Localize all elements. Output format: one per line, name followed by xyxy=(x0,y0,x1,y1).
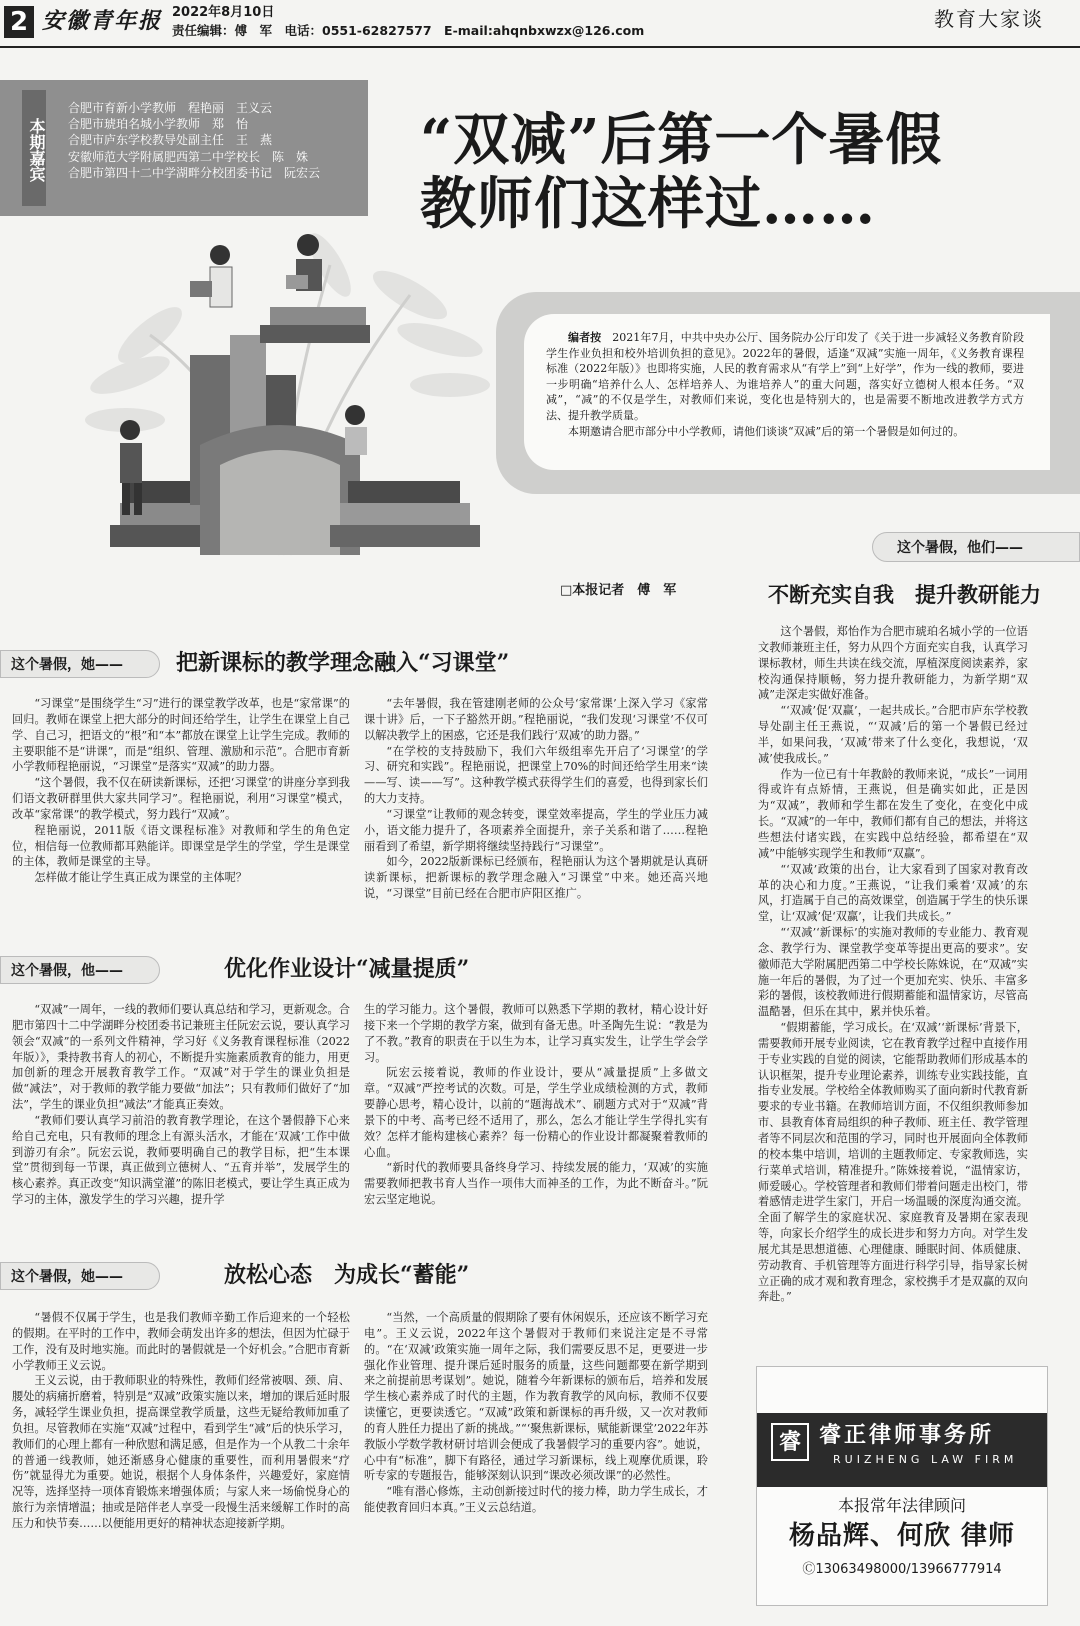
section-2-col-1 xyxy=(12,1002,350,1208)
guests-list xyxy=(68,100,320,181)
section-3-col-1 xyxy=(12,1310,350,1532)
law-firm-name-en: RUIZHENG LAW FIRM xyxy=(833,1453,1018,1466)
body-paragraph: “‘双减’促‘双赢’，一起共成长。”合肥市庐东学校教导处副主任王燕说，“‘双减’后的第一个暑假已经过半，如果问我，‘双减’带来了什么变化，我想说，‘双减’使我成长。” xyxy=(758,704,1028,765)
right-section-title: 不断充实自我 提升教研能力 xyxy=(768,582,1041,607)
body-paragraph: 如今，2022版新课标已经颁布，程艳丽认为这个暑期就是认真研读新课标，把新课标的教学理念融入“习课堂”中来。她还高兴地说，“习课堂”目前已经在合肥市庐阳区推广。 xyxy=(364,855,708,901)
ad-phone: Ⓒ13063498000/13966777914 xyxy=(802,1562,1002,1577)
section-1-title: 把新课标的教学理念融入“习课堂” xyxy=(176,650,510,676)
body-paragraph: “去年暑假，我在管建刚老师的公众号‘家常课’上深入学习《家常课十讲》后，一下子豁然开朗。”程艳丽说，“我们发现‘习课堂’不仅可以解决教学上的困惑，它还是我们践行‘双减’的助力器。” xyxy=(364,697,708,742)
right-section-label: 这个暑假，他们—— xyxy=(872,532,1080,562)
guest-item: 安徽师范大学附属肥西第二中学校长 陈 姝 xyxy=(68,149,309,164)
section-1-col-1 xyxy=(12,696,350,886)
guests-tag: 本期嘉宾 xyxy=(22,90,46,206)
headline-line-2: 教师们这样过…… xyxy=(420,171,876,237)
body-paragraph: “当然，一个高质量的假期除了要有休闲娱乐，还应该不断学习充电”。王义云说，2022年这个暑假对于教师们来说注定是不寻常的。“在‘双减’政策实施一周年之际，我们需要反思不足，更要进一步强化作业管理、提升课后延时服务的质量，这些问题都要在新学期到来之前提前思考谋划”。她说，随着今年新课标的颁布后，培养和发展学生核心素养成了时代的主题，作为教育教学的风向标，教师不仅要读懂它，更要读透它。“双减”政策和新课标的再升级，又一次对教师的育人胜任力提出了新的挑战。”“‘聚焦新课标，赋能新课堂’2022年苏教版小学数学教材研讨培训会便成了我暑假学习的重要内容”。她说，心中有“标准”，脚下有路径，通过学习新课标，线上观摩优质课，聆听专家的专题报告，能够深刻认识到“课改必须改课”的必然性。 xyxy=(364,1311,708,1483)
right-section-body xyxy=(758,624,1028,1305)
guest-item: 合肥市庐东学校教导处副主任 王 燕 xyxy=(68,133,273,148)
body-paragraph: 阮宏云接着说，教师的作业设计，要从“减量提质”上多做文章。“双减”严控考试的次数。可是，学生学业成绩检测的方式，教师要静心思考，精心设计，以前的“题海战术”、刷题方式对于“双减”背景下的中考、高考已经不适用了，那么，怎么才能让学生学得扎实有效？怎样才能构建核心素养？每一份精心的作业设计都凝聚着教师的心血。 xyxy=(364,1066,708,1159)
section-1-label: 这个暑假，她—— xyxy=(0,650,160,678)
body-paragraph: 怎样做才能让学生真正成为课堂的主体呢？ xyxy=(34,871,247,885)
body-paragraph: 作为一位已有十年教龄的教师来说，“成长”一词用得或许有点矫情，王燕说，但是确实如此，正是因为“双减”，教师和学生都在发生了变化，在变化中成长。“双减”的一年中，教师们都有自己的想法，并将这些想法付诸实践，在实践中总结经验，都希望在“双减”中能够实现学生和教师“双赢”。 xyxy=(758,767,1028,860)
headline-line-1: “双减”后第一个暑假 xyxy=(420,107,943,173)
guest-item: 合肥市第四十二中学湖畔分校团委书记 阮宏云 xyxy=(68,165,321,180)
header-rule xyxy=(0,46,1080,48)
body-paragraph: “‘双减’‘新课标’的实施对教师的专业能力、教育观念、教学行为、课堂教学变革等提出更高的要求”。安徽师范大学附属肥西第二中学校长陈姝说，在“双减”实施一年后的暑假，为了过一个更加充实、快乐、丰富多彩的暑假，该校教师进行假期蓄能和温情家访，尽管高温酷暑，但乐在其中，累并快乐着。 xyxy=(758,926,1028,1019)
body-paragraph: “习课堂”是围绕学生“习”进行的课堂教学改革，也是“家常课”的回归。教师在课堂上把大部分的时间还给学生，让学生在课堂上自己学、自己习，把语文的“根”和“本”都放在课堂上让学生完成。教师的主要职能不是“讲课”，而是“组织、管理、激励和示范”。合肥市育新小学教师程艳丽说，“习课堂”是落实“双减”的助力器。 xyxy=(12,697,350,774)
body-paragraph: “暑假不仅属于学生，也是我们教师辛勤工作后迎来的一个轻松的假期。在平时的工作中，教师会萌发出许多的想法，但因为忙碌于工作，没有及时地实施。而此时的暑假就是一个好机会。”合肥市育新小学教师王义云说。 xyxy=(12,1311,350,1372)
body-paragraph: “假期蓄能，学习成长。在‘双减’‘新课标’背景下，需要教师开展专业阅读，它在教育教学过程中直接作用于专业实践的自觉的阅读，它能帮助教师们形成基本的认识框架，提升专业理论素养，训练专业实践技能，直指专业发展。学校给全体教师购买了面向新时代教育新要求的专业书籍。在教师培训方面，不仅组织教师参加市、县教育体育局组织的种子教师、班主任、教学管理者等不同层次和范围的学习，同时也开展面向全体教师的校本集中培训，培训的主题教师定、专家教师选，实行菜单式培训，精准提升。”陈姝接着说，“温情家访，师爱暖心。学校管理者和教师们带着问题走出校门，带着感情走进学生家门，开启一场温暖的深度沟通交流。全面了解学生的家庭状况、家庭教育及暑期在家表现等，向家长介绍学生的成长进步和努力方向。对学生发展尤其是思想道德、心理健康、睡眠时间、体质健康、劳动教育、手机管理等方面进行科学引导，指导家长树立正确的成才观和教育理念，家校携手才是双赢的双向奔赴。” xyxy=(758,1021,1028,1304)
ad-subtitle: 本报常年法律顾问 xyxy=(837,1496,966,1515)
body-paragraph: “在学校的支持鼓励下，我们六年级组率先开启了‘习课堂’的学习、研究和实践”。程艳丽说，把课堂上70%的时间还给学生用来“读——写、读——写”。这种教学模式获得学生们的喜爱，也得到家长们的大力支持。 xyxy=(364,744,708,806)
body-paragraph: 程艳丽说，2011版《语文课程标准》对教师和学生的角色定位，相信每一位教师都耳熟能详。即课堂是学生的学堂，学生是课堂的主体，教师是课堂的主导。 xyxy=(12,823,350,869)
law-firm-ad xyxy=(756,1366,1048,1606)
body-paragraph: “这个暑假，我不仅在研读新课标，还把‘习课堂’的讲座分享到我们语文教研群里供大家共同学习”。程艳丽说，利用“习课堂”模式，改革“家常课”的教学模式，努力践行“双减”。 xyxy=(12,776,350,821)
reporter-byline: □本报记者 傅 军 xyxy=(560,583,677,598)
guest-item: 合肥市育新小学教师 程艳丽 王义云 xyxy=(68,101,273,115)
headline xyxy=(420,108,1060,236)
body-paragraph: “教师们要认真学习前沿的教育教学理论，在这个暑假静下心来给自己充电，只有教师的理念上有源头活水，才能在‘双减’工作中做到游刃有余”。阮宏云说，教师要明确自己的教学目标，把“生本课堂”贯彻到每一节课，真正做到立德树人、“五育并举”，发展学生的核心素养。真正改变“知识满堂灌”的陈旧老模式，要让学生真正成为学习的主体，激发学生的学习兴趣，提升学 xyxy=(12,1113,350,1207)
body-paragraph: “双减”一周年，一线的教师们要认真总结和学习，更新观念。合肥市第四十二中学湖畔分校团委书记兼班主任阮宏云说，要认真学习领会“双减”的一系列文件精神，学习好《义务教育课程标准（2022年版）》，秉持教书育人的初心，不断提升实施素质教育的能力，用更加创新的理念开展教育教学工作。“双减”对于学生的课业负担是做“减法”，对于教师的教学能力要做“加法”；只有教师们做好了“加法”，学生的课业负担“减法”才能真正奏效。 xyxy=(12,1003,350,1112)
section-2-title: 优化作业设计“减量提质” xyxy=(224,956,470,982)
law-firm-name: 睿正律师事务所 xyxy=(819,1422,995,1448)
section-2-col-2 xyxy=(364,1002,708,1208)
editor-note-label: 编者按 xyxy=(568,331,602,344)
page-number: 2 xyxy=(4,6,34,38)
section-2-label: 这个暑假，他—— xyxy=(0,956,160,984)
body-paragraph: “新时代的教师要具备终身学习、持续发展的能力，‘双减’的实施需要教师把教书育人当作一项伟大而神圣的工作，为此不断奋斗。”阮宏云坚定地说。 xyxy=(364,1161,708,1207)
newspaper-name: 安徽青年报 xyxy=(42,8,163,34)
editor-note-para-1: 2021年7月，中共中央办公厅、国务院办公厅印发了《关于进一步减轻义务教育阶段学生作业负担和校外培训负担的意见》。2022年的暑假，适逢“双减”实施一周年，《义务教育课程标准（2022年版）》也即将实施，人民的教育需求从“有学上”到“上好学”，作为一线的教师，要进一步明确“培养什么人、怎样培养人、为谁培养人”的重大问题，落实好立德树人根本任务。“双减”，“减”的不仅是学生，对教师们来说，变化也是特别大的，也是需要不断地改进教学方式方法、提升教学质量。 xyxy=(546,331,1024,422)
ad-banner xyxy=(757,1413,1047,1487)
reading-illustration xyxy=(30,225,550,585)
section-3-title: 放松心态 为成长“蓄能” xyxy=(224,1262,470,1288)
masthead xyxy=(0,0,1080,50)
editor-note-para-2: 本期邀请合肥市部分中小学教师，请他们谈谈“双减”后的第一个暑假是如何过的。 xyxy=(568,424,965,438)
editor-note xyxy=(546,330,1024,439)
section-1-col-2 xyxy=(364,696,708,902)
guest-item: 合肥市琥珀名城小学教师 郑 怡 xyxy=(68,117,249,132)
column-name: 教育大家谈 xyxy=(934,7,1044,31)
section-3-col-2 xyxy=(364,1310,708,1516)
body-paragraph: 生的学习能力。这个暑假，教师可以熟悉下学期的教材，精心设计好接下来一个学期的教学方案，做到有备无患。叶圣陶先生说：“教是为了不教。”教育的职责在于以生为本，让学习真实发生，让学生学会学习。 xyxy=(364,1003,708,1064)
body-paragraph: 王义云说，由于教师职业的特殊性，教师们经常被咽、颈、肩、腰处的病痛折磨着，特别是“双减”政策实施以来，增加的课后延时服务，减轻学生课业负担，提高课堂教学质量，这些无疑给教师加重了负担。尽管教师在实施“双减”过程中，看到学生“减”后的快乐学习，教师们的心理上都有一种欣慰和满足感，但是作为一个从教二十余年的普通一线教师，她还渐感身心健康的重要性，而利用暑假来“疗伤”就显得尤为重要。她说，根据个人身体条件，兴趣爱好，家庭情况等，选择坚持一项体育锻炼来增强体质；与家人来一场偷悦身心的旅行为亲情增温；抽或是陪伴老人享受一段慢生活来缓解工作时的高压力和快节奏……以便能用更好的精神状态迎接新学期。 xyxy=(12,1374,350,1530)
editor-contact: 责任编辑：傅 军 电话：0551-62827577 E-mail:ahqnbxwzx@126.com xyxy=(172,23,645,38)
ad-lawyers: 杨品辉、何欣 律师 xyxy=(788,1521,1016,1551)
body-paragraph: 这个暑假，郑怡作为合肥市琥珀名城小学的一位语文教师兼班主任，努力从四个方面充实自我，认真学习课标教材，师生共读在线交流，厚植深度阅读素养，家校沟通保持顺畅，努力提升教研能力，为新学期“双减”走深走实做好准备。 xyxy=(758,625,1028,702)
section-3-label: 这个暑假，她—— xyxy=(0,1262,160,1290)
law-firm-logo-icon: 睿 xyxy=(771,1423,809,1461)
body-paragraph: “唯有潜心修炼，主动创新接过时代的接力棒，助力学生成长，才能使教育回归本真。”王义云总结道。 xyxy=(364,1485,708,1515)
body-paragraph: “习课堂”让教师的观念转变，课堂效率提高，学生的学业压力减小，语文能力提升了，各项素养全面提升，亲子关系和谐了……程艳丽看到了希望，新学期将继续坚持践行“习课堂”。 xyxy=(364,807,708,853)
issue-date: 2022年8月10日 xyxy=(172,5,275,20)
body-paragraph: “‘双减’政策的出台，让大家看到了国家对教育改革的决心和力度。”王燕说，“让我们乘着‘双减’的东风，打造属于自己的高效课堂，创造属于学生的快乐课堂，让‘双减’促‘双赢’，让我们共成长。” xyxy=(758,862,1028,924)
